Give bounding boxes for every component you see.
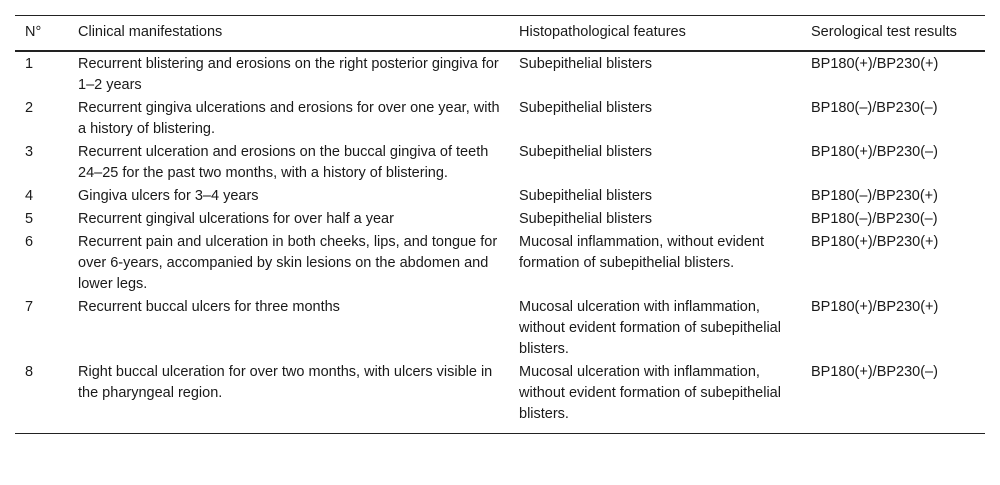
table-row	[15, 296, 985, 361]
cell-histo: Mucosal ulceration with inflammation, without evident formation of subepithelial blisters.	[519, 364, 781, 422]
cell-no: 7	[25, 299, 34, 315]
cell-serology: BP180(–)/BP230(+)	[811, 188, 938, 204]
cell-serology: BP180(–)/BP230(–)	[811, 211, 938, 227]
header-clinical: Clinical manifestations	[78, 24, 223, 40]
cell-histo: Mucosal inflammation, without evident formation of subepithelial blisters.	[519, 234, 765, 271]
table-body	[15, 51, 985, 434]
cell-clinical: Recurrent buccal ulcers for three months	[78, 299, 340, 315]
cell-no: 8	[25, 364, 34, 380]
header-row	[15, 16, 985, 52]
cell-serology: BP180(+)/BP230(+)	[811, 234, 939, 250]
cell-clinical: Recurrent blistering and erosions on the right posterior gingiva for 1–2 years	[78, 56, 499, 93]
cell-no: 2	[25, 100, 34, 116]
table-row	[15, 51, 985, 97]
cell-clinical: Recurrent gingival ulcerations for over half a year	[78, 211, 394, 227]
table-row	[15, 185, 985, 208]
cell-histo: Mucosal ulceration with inflammation, without evident formation of subepithelial blisters.	[519, 299, 781, 357]
cell-histo: Subepithelial blisters	[519, 144, 652, 160]
header-serology: Serological test results	[811, 24, 957, 40]
header-histo: Histopathological features	[519, 24, 686, 40]
table-row	[15, 97, 985, 141]
cell-no: 5	[25, 211, 34, 227]
cell-no: 4	[25, 188, 34, 204]
cell-serology: BP180(+)/BP230(–)	[811, 144, 938, 160]
cell-histo: Subepithelial blisters	[519, 188, 652, 204]
cell-histo: Subepithelial blisters	[519, 56, 652, 72]
cell-no: 1	[25, 56, 34, 72]
cell-serology: BP180(+)/BP230(+)	[811, 56, 939, 72]
cell-clinical: Gingiva ulcers for 3–4 years	[78, 188, 259, 204]
table-row	[15, 231, 985, 296]
cell-serology: BP180(+)/BP230(–)	[811, 364, 938, 380]
cell-clinical: Recurrent gingiva ulcerations and erosions for over one year, with a history of blistering.	[78, 100, 500, 137]
cell-clinical: Recurrent ulceration and erosions on the buccal gingiva of teeth 24–25 for the past two months, with a history of blistering.	[78, 144, 489, 181]
cell-serology: BP180(+)/BP230(+)	[811, 299, 939, 315]
cell-serology: BP180(–)/BP230(–)	[811, 100, 938, 116]
data-table-container	[15, 15, 985, 434]
cell-clinical: Right buccal ulceration for over two months, with ulcers visible in the pharyngeal region.	[78, 364, 493, 401]
table-row	[15, 361, 985, 434]
table-row	[15, 208, 985, 231]
header-no: N°	[25, 24, 42, 40]
cell-no: 6	[25, 234, 34, 250]
cell-histo: Subepithelial blisters	[519, 211, 652, 227]
table-header	[15, 16, 985, 52]
cell-clinical: Recurrent pain and ulceration in both cheeks, lips, and tongue for over 6-years, accompanied by skin lesions on the abdomen and lower legs.	[78, 234, 498, 292]
clinical-data-table	[15, 15, 985, 434]
cell-histo: Subepithelial blisters	[519, 100, 652, 116]
table-row	[15, 141, 985, 185]
cell-no: 3	[25, 144, 34, 160]
